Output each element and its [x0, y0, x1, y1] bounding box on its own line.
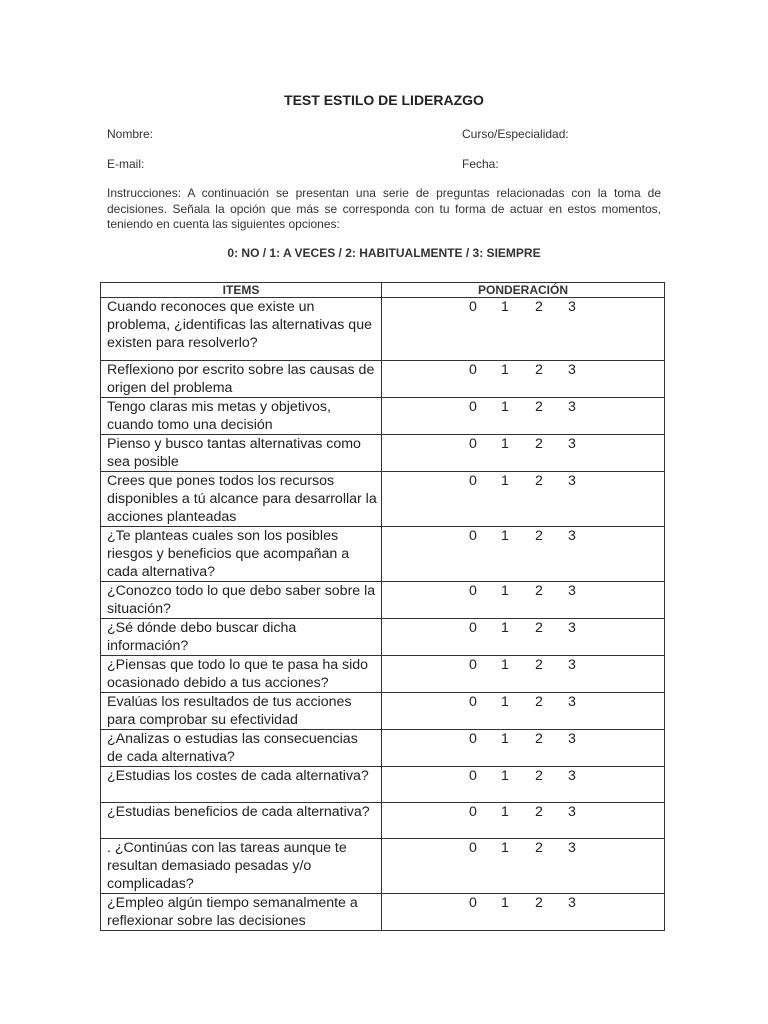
score-option-2[interactable]: 2	[535, 620, 543, 636]
score-option-3[interactable]: 3	[568, 620, 576, 636]
question-text: Crees que pones todos los recursos disponibles a tú alcance para desarrollar la acciones planteadas	[101, 472, 382, 527]
score-option-1[interactable]: 1	[501, 473, 509, 489]
question-text: ¿Piensas que todo lo que te pasa ha sido ocasionado debido a tus acciones?	[101, 656, 382, 693]
score-option-2[interactable]: 2	[535, 840, 543, 856]
score-option-0[interactable]: 0	[469, 620, 477, 636]
question-text: ¿Conozco todo lo que debo saber sobre la situación?	[101, 582, 382, 619]
table-row	[101, 527, 665, 582]
score-options	[382, 435, 665, 472]
score-option-2[interactable]: 2	[535, 768, 543, 784]
table-header-row	[101, 283, 665, 298]
score-option-0[interactable]: 0	[469, 840, 477, 856]
score-option-2[interactable]: 2	[535, 583, 543, 599]
score-option-1[interactable]: 1	[501, 299, 509, 315]
score-option-1[interactable]: 1	[501, 895, 509, 911]
score-options	[382, 656, 665, 693]
table-row	[101, 361, 665, 398]
score-option-2[interactable]: 2	[535, 528, 543, 544]
score-option-3[interactable]: 3	[568, 362, 576, 378]
score-options	[382, 527, 665, 582]
score-option-1[interactable]: 1	[501, 657, 509, 673]
score-option-3[interactable]: 3	[568, 399, 576, 415]
score-option-3[interactable]: 3	[568, 473, 576, 489]
rating-scale-legend: 0: NO / 1: A VECES / 2: HABITUALMENTE / 3: SIEMPRE	[227, 246, 541, 260]
table-row	[101, 767, 665, 803]
score-options	[382, 693, 665, 730]
score-options	[382, 298, 665, 361]
score-option-2[interactable]: 2	[535, 804, 543, 820]
score-option-3[interactable]: 3	[568, 657, 576, 673]
score-option-0[interactable]: 0	[469, 399, 477, 415]
score-option-3[interactable]: 3	[568, 583, 576, 599]
score-option-2[interactable]: 2	[535, 436, 543, 452]
question-text: ¿Te planteas cuales son los posibles riesgos y beneficios que acompañan a cada alternativa?	[101, 527, 382, 582]
table-row	[101, 693, 665, 730]
score-option-0[interactable]: 0	[469, 895, 477, 911]
score-option-1[interactable]: 1	[501, 840, 509, 856]
table-row	[101, 398, 665, 435]
table-row	[101, 435, 665, 472]
score-options	[382, 619, 665, 656]
score-option-3[interactable]: 3	[568, 299, 576, 315]
score-option-0[interactable]: 0	[469, 657, 477, 673]
score-option-0[interactable]: 0	[469, 731, 477, 747]
leadership-test-table	[100, 282, 665, 931]
score-option-0[interactable]: 0	[469, 362, 477, 378]
table-row	[101, 298, 665, 361]
score-option-1[interactable]: 1	[501, 620, 509, 636]
score-option-2[interactable]: 2	[535, 399, 543, 415]
score-options	[382, 472, 665, 527]
score-option-0[interactable]: 0	[469, 694, 477, 710]
score-option-1[interactable]: 1	[501, 583, 509, 599]
score-option-3[interactable]: 3	[568, 436, 576, 452]
email-field-label: E-mail:	[107, 157, 145, 171]
table-row	[101, 582, 665, 619]
question-text: ¿Estudias beneficios de cada alternativa?	[101, 803, 382, 839]
score-option-0[interactable]: 0	[469, 768, 477, 784]
score-option-2[interactable]: 2	[535, 731, 543, 747]
score-option-3[interactable]: 3	[568, 528, 576, 544]
score-option-0[interactable]: 0	[469, 528, 477, 544]
score-options	[382, 361, 665, 398]
table-row	[101, 730, 665, 767]
score-option-2[interactable]: 2	[535, 694, 543, 710]
score-option-0[interactable]: 0	[469, 804, 477, 820]
weighting-column-header: PONDERACIÓN	[382, 283, 665, 298]
score-option-0[interactable]: 0	[469, 299, 477, 315]
question-text: ¿Analizas o estudias las consecuencias de cada alternativa?	[101, 730, 382, 767]
score-option-1[interactable]: 1	[501, 436, 509, 452]
instructions-text: Instrucciones: A continuación se presentan una serie de preguntas relacionadas con la toma de decisiones. Señala la opción que más se corresponda con tu forma de actuar en estos momentos, teniendo en cuenta las siguientes opciones:	[107, 186, 661, 231]
date-field-label: Fecha:	[462, 157, 499, 171]
table-row	[101, 803, 665, 839]
score-option-1[interactable]: 1	[501, 694, 509, 710]
score-options	[382, 730, 665, 767]
score-options	[382, 894, 665, 931]
question-text: Cuando reconoces que existe un problema, ¿identificas las alternativas que existen para resolverlo?	[101, 298, 382, 361]
question-text: ¿Estudias los costes de cada alternativa?	[101, 767, 382, 803]
question-text: Reflexiono por escrito sobre las causas de origen del problema	[101, 361, 382, 398]
question-text: ¿Sé dónde debo buscar dicha información?	[101, 619, 382, 656]
document-title: TEST ESTILO DE LIDERAZGO	[284, 92, 484, 108]
table-row	[101, 619, 665, 656]
score-option-1[interactable]: 1	[501, 399, 509, 415]
score-option-2[interactable]: 2	[535, 299, 543, 315]
score-option-1[interactable]: 1	[501, 731, 509, 747]
score-option-2[interactable]: 2	[535, 657, 543, 673]
score-option-2[interactable]: 2	[535, 473, 543, 489]
score-option-3[interactable]: 3	[568, 768, 576, 784]
score-option-0[interactable]: 0	[469, 583, 477, 599]
score-option-2[interactable]: 2	[535, 895, 543, 911]
score-option-1[interactable]: 1	[501, 768, 509, 784]
score-option-1[interactable]: 1	[501, 804, 509, 820]
score-options	[382, 803, 665, 839]
score-option-0[interactable]: 0	[469, 436, 477, 452]
question-text: . ¿Continúas con las tareas aunque te resultan demasiado pesadas y/o complicadas?	[101, 839, 382, 894]
score-options	[382, 767, 665, 803]
score-options	[382, 839, 665, 894]
items-column-header: ITEMS	[101, 283, 382, 298]
question-text: Pienso y busco tantas alternativas como sea posible	[101, 435, 382, 472]
score-options	[382, 582, 665, 619]
score-option-1[interactable]: 1	[501, 528, 509, 544]
question-text: Evalúas los resultados de tus acciones para comprobar su efectividad	[101, 693, 382, 730]
course-field-label: Curso/Especialidad:	[462, 127, 569, 141]
score-option-3[interactable]: 3	[568, 731, 576, 747]
table-row	[101, 472, 665, 527]
score-options	[382, 398, 665, 435]
score-option-3[interactable]: 3	[568, 840, 576, 856]
score-option-1[interactable]: 1	[501, 362, 509, 378]
score-option-3[interactable]: 3	[568, 895, 576, 911]
table-row	[101, 839, 665, 894]
score-option-3[interactable]: 3	[568, 694, 576, 710]
score-option-2[interactable]: 2	[535, 362, 543, 378]
score-option-0[interactable]: 0	[469, 473, 477, 489]
table-row	[101, 894, 665, 931]
question-text: ¿Empleo algún tiempo semanalmente a reflexionar sobre las decisiones	[101, 894, 382, 931]
score-option-3[interactable]: 3	[568, 804, 576, 820]
name-field-label: Nombre:	[107, 127, 154, 141]
table-row	[101, 656, 665, 693]
question-text: Tengo claras mis metas y objetivos, cuando tomo una decisión	[101, 398, 382, 435]
